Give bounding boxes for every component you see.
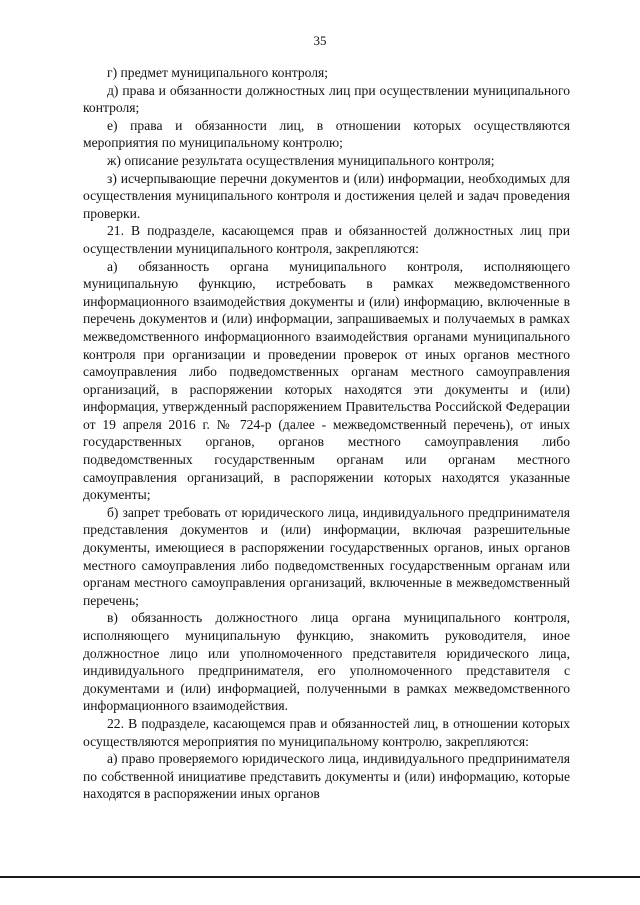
paragraph-21-a: а) обязанность органа муниципального контроля, исполняющего муниципальную функцию, истребовать в рамках межведомственного информационного взаимодействия документы и (или) информацию, включенные в перечень документов и (или) информации, запрашиваемых и получаемых в рамках межведомственного информационного взаимодействия органами муниципального контроля при организации и проведении проверок от иных органов местного самоуправления либо подведомственных органам местного самоуправления организаций, в распоряжении которых находятся эти документы и (или) информация, утвержденный распоряжением Правительства Российской Федерации от 19 апреля 2016 г. № 724-р (далее - межведомственный перечень), от иных государственных органов, органов местного самоуправления либо подведомственных государственным органам или органам местного самоуправления организаций, в распоряжении которых находятся указанные документы; [83,258,570,503]
paragraph-22-a: а) право проверяемого юридического лица, индивидуального предпринимателя по собственной инициативе представить документы и (или) информацию, которые находятся в распоряжении иных органов [83,751,570,802]
paragraph-21-b: б) запрет требовать от юридического лица, индивидуального предпринимателя представления документов и (или) информации, включая разрешительные документы, имеющиеся в распоряжении государственных органов, иных органов местного самоуправления либо подведомственных государственным органам или органам местного самоуправления организаций, включенные в межведомственный перечень; [83,504,570,608]
paragraph-item-zh: ж) описание результата осуществления муниципального контроля; [107,152,495,168]
paragraph-clause-22: 22. В подразделе, касающемся прав и обязанностей лиц, в отношении которых осуществляются мероприятия по муниципальному контролю, закрепляются: [83,715,570,749]
document-body [83,64,570,803]
paragraph-21-v: в) обязанность должностного лица органа муниципального контроля, исполняющего муниципальную функцию, знакомить руководителя, иное должностное лицо или уполномоченного представителя юридического лица, индивидуального предпринимателя, его уполномоченного представителя с документами и (или) информацией, полученными в рамках межведомственного информационного взаимодействия. [83,610,570,714]
paragraph-item-g: г) предмет муниципального контроля; [107,65,329,80]
paragraph-item-d: д) права и обязанности должностных лиц при осуществлении муниципального контроля; [83,82,570,116]
paragraph-item-e: е) права и обязанности лиц, в отношении которых осуществляются мероприятия по муниципальному контролю; [83,117,570,151]
paragraph-clause-21: 21. В подразделе, касающемся прав и обязанностей должностных лиц при осуществлении муниципального контроля, закрепляются: [83,223,570,256]
paragraph-item-z: з) исчерпывающие перечни документов и (или) информации, необходимых для осуществления муниципального контроля и достижения целей и задач проведения проверки. [83,170,570,221]
page-number: 35 [313,33,327,48]
bottom-scan-edge-line [0,876,640,878]
